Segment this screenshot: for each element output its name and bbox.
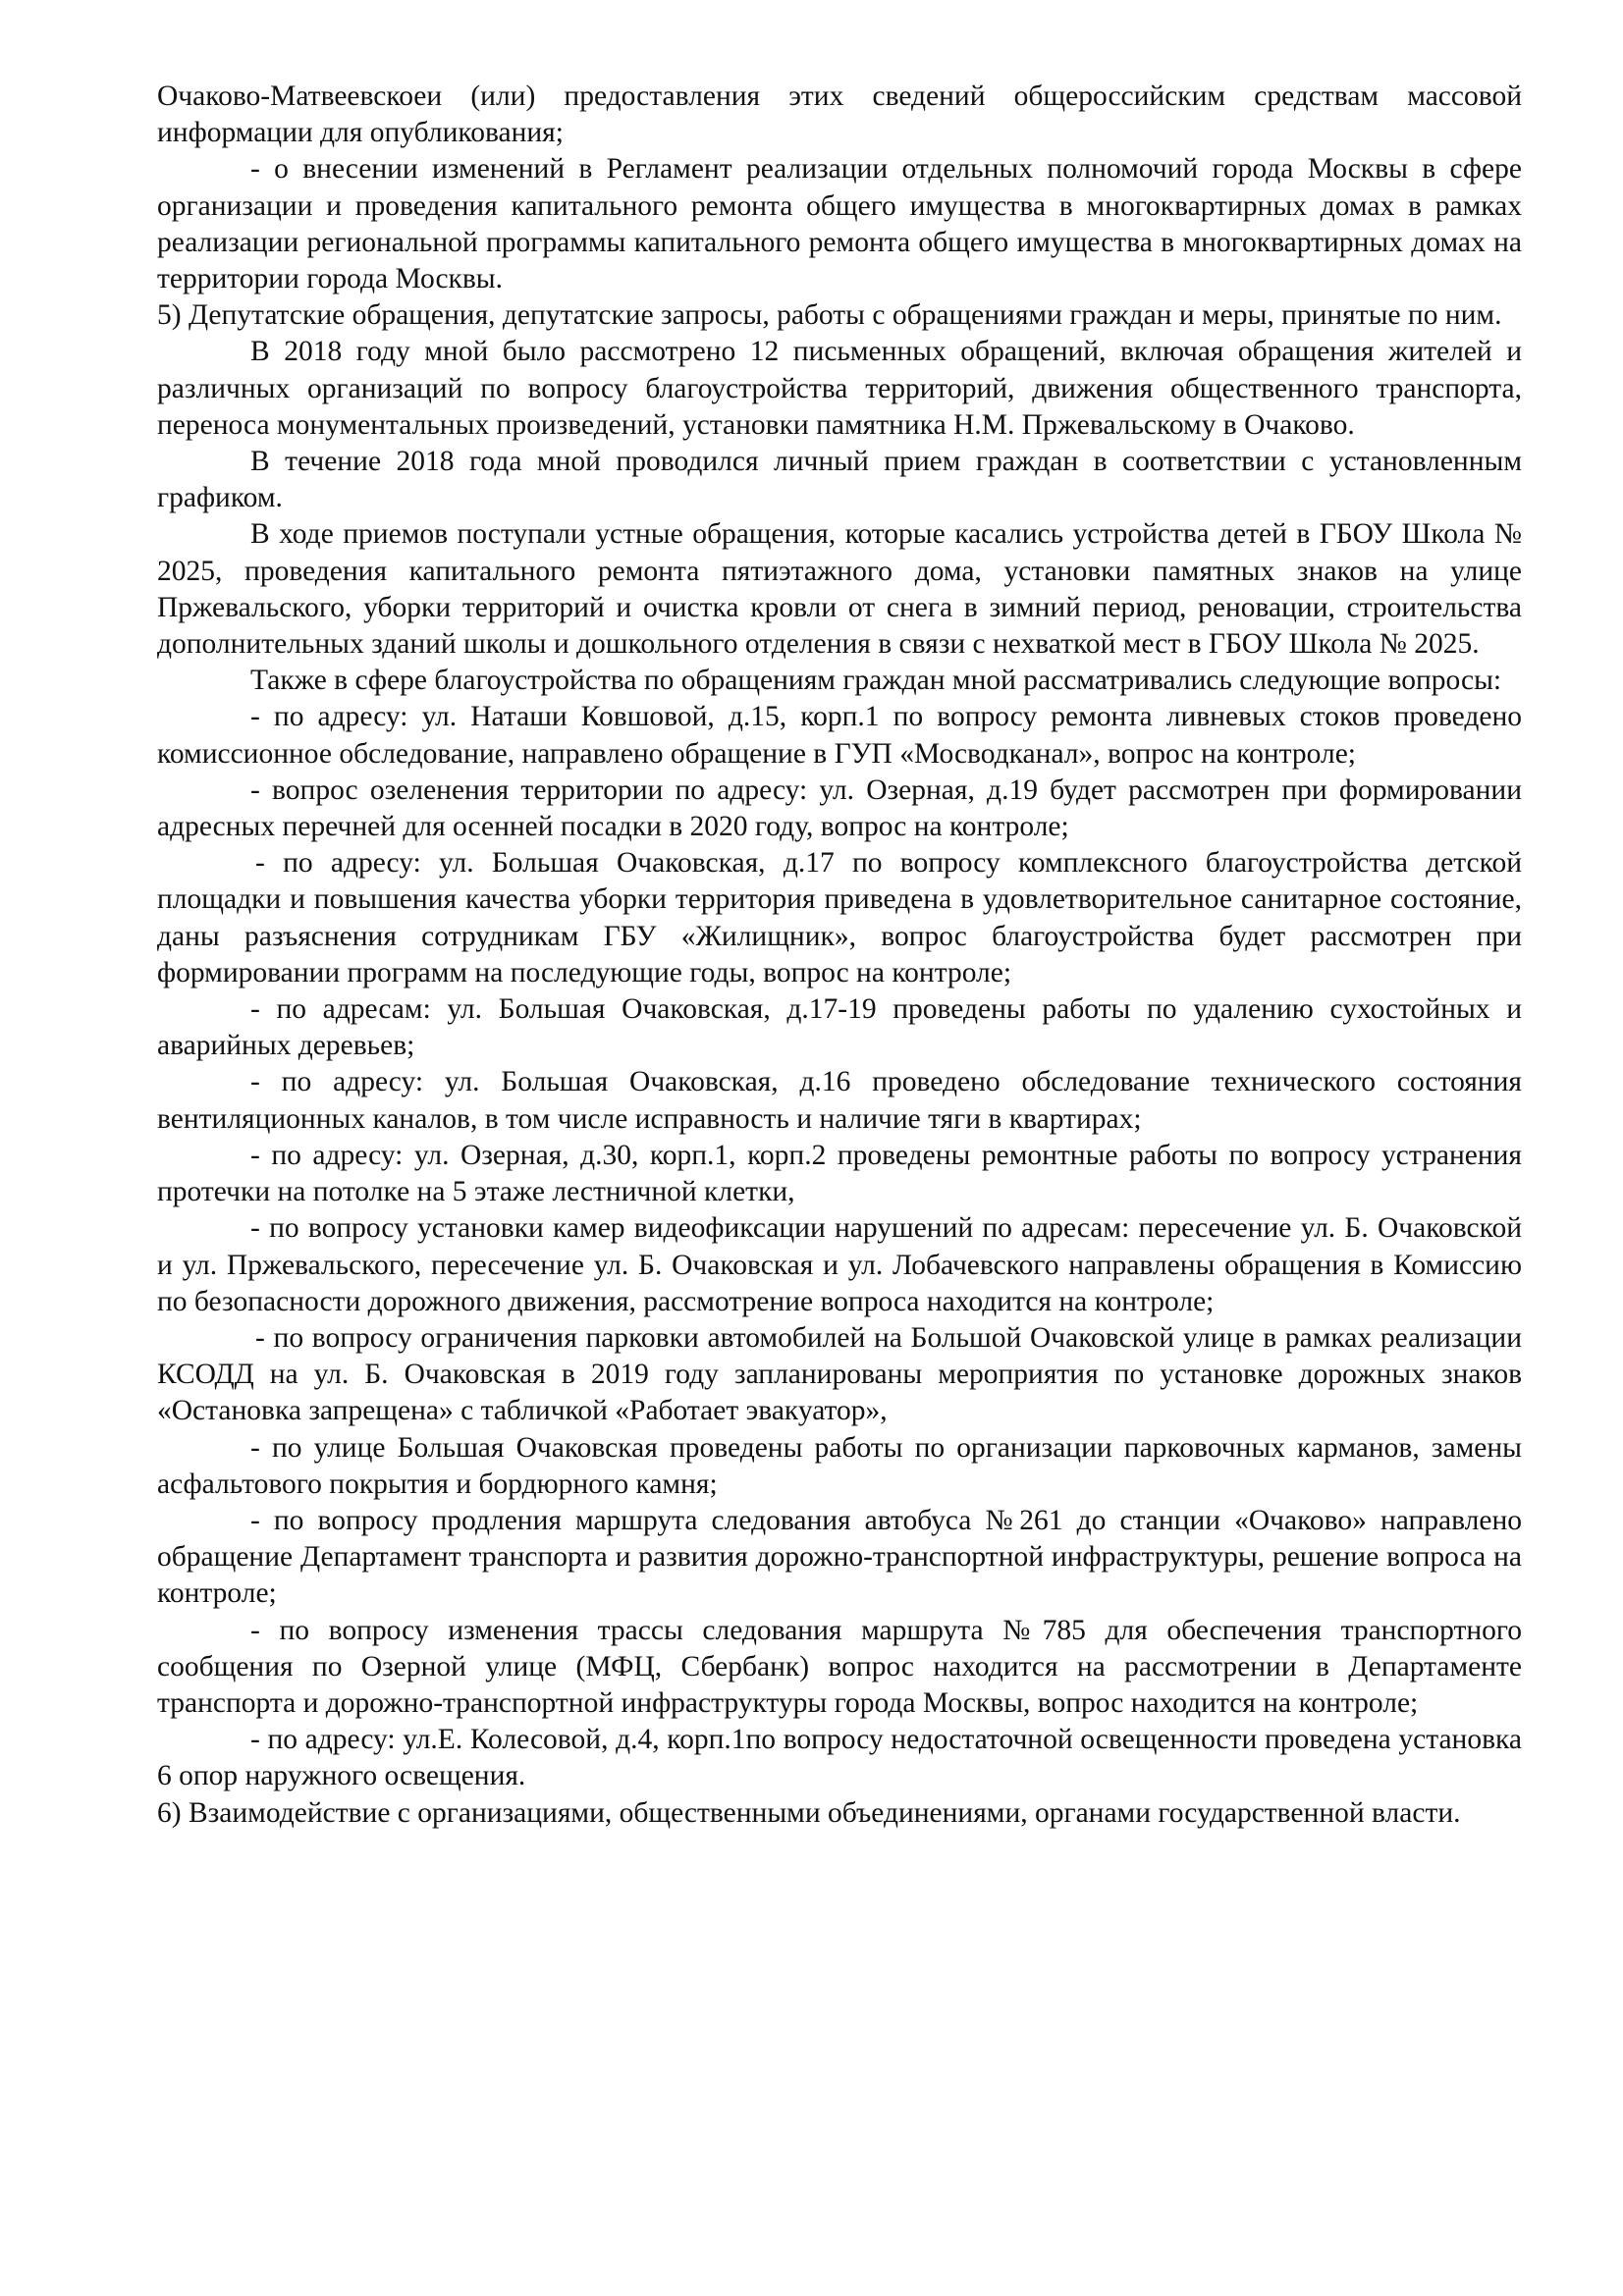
list-item-parking-pockets: - по улице Большая Очаковская проведены работы по организации парковочных карманов, замены асфальтового покрытия и бордюрного камня; bbox=[157, 1431, 1522, 1500]
paragraph-oral-appeals: В ходе приемов поступали устные обращения, которые касались устройства детей в ГБОУ Школа № 2025, проведения капитального ремонта пятиэтажного дома, установки памятных знаков на улице Пржевальского, уборки территорий и очистка кровли от снега в зимний период, реновации, строительства дополнительных зданий школы и дошкольного отделения в связи с нехваткой мест в ГБОУ Школа № 2025. bbox=[157, 518, 1522, 661]
list-item-kolesovoy: - по адресу: ул.Е. Колесовой, д.4, корп.1по вопросу недостаточной освещенности проведена установка 6 опор наружного освещения. bbox=[157, 1724, 1522, 1792]
section-heading-5: 5) Депутатские обращения, депутатские запросы, работы с обращениями граждан и меры, принятые по ним. bbox=[157, 299, 1502, 332]
list-item-bolshaya-ochakovskaya-17: - по адресу: ул. Большая Очаковская, д.17 по вопросу комплексного благоустройства детской площадки и повышения качества уборки территория приведена в удовлетворительное санитарное состояние, даны разъяснения сотрудникам ГБУ «Жилищник», вопрос благоустройства будет рассмотрен при формировании программ на последующие годы, вопрос на контроле; bbox=[157, 847, 1522, 988]
list-item-parking-restriction: - по вопросу ограничения парковки автомобилей на Большой Очаковской улице в рамках реализации КСОДД на ул. Б. Очаковская в 2019 году запланированы мероприятия по установке дорожных знаков «Остановка запрещена» с табличкой «Работает эвакуатор», bbox=[157, 1321, 1522, 1427]
paragraph-personal-reception: В течение 2018 года мной проводился личный прием граждан в соответствии с установленным графиком. bbox=[157, 446, 1522, 514]
section-heading-6: 6) Взаимодействие с организациями, общественными объединениями, органами государственной власти. bbox=[157, 1796, 1461, 1829]
paragraph-improvement-intro: Также в сфере благоустройства по обращениям граждан мной рассматривались следующие вопросы: bbox=[250, 665, 1502, 697]
list-item-ozernaya-19: - вопрос озеленения территории по адресу: ул. Озерная, д.19 будет рассмотрен при формировании адресных перечней для осенней посадки в 2020 году, вопрос на контроле; bbox=[157, 774, 1522, 843]
list-item-bolshaya-ochakovskaya-16: - по адресу: ул. Большая Очаковская, д.16 проведено обследование технического состояния вентиляционных каналов, в том числе исправность и наличие тяги в квартирах; bbox=[157, 1066, 1522, 1135]
list-item-route-785: - по вопросу изменения трассы следования маршрута №785 для обеспечения транспортного сообщения по Озерной улице (МФЦ, Сбербанк) вопрос находится на рассмотрении в Департаменте транспорта и дорожно-транспортной инфраструктуры города Москвы, вопрос находится на контроле; bbox=[157, 1614, 1522, 1719]
list-item-kovshovoy: - по адресу: ул. Наташи Ковшовой, д.15, корп.1 по вопросу ремонта ливневых стоков проведено комиссионное обследование, направлено обращение в ГУП «Мосводканал», вопрос на контроле; bbox=[157, 701, 1522, 770]
list-item-ozernaya-30: - по адресу: ул. Озерная, д.30, корп.1, корп.2 проведены ремонтные работы по вопросу устранения протечки на потолке на 5 этаже лестничной клетки, bbox=[157, 1139, 1522, 1208]
list-item-bus-261: - по вопросу продления маршрута следования автобуса №261 до станции «Очаково» направлено обращение Департамент транспорта и развития дорожно-транспортной инфраструктуры, решение вопроса на контроле; bbox=[157, 1504, 1522, 1610]
paragraph-regulation-amendment: - о внесении изменений в Регламент реализации отдельных полномочий города Москвы в сфере организации и проведения капитального ремонта общего имущества в многоквартирных домах в рамках реализации региональной программы капитального ремонта общего имущества в многоквартирных домах на территории города Москвы. bbox=[157, 153, 1522, 295]
paragraph-continuation: Очаково-Матвеевскоеи (или) предоставления этих сведений общероссийским средствам массовой информации для опубликования; bbox=[157, 80, 1522, 149]
list-item-cameras: - по вопросу установки камер видеофиксации нарушений по адресам: пересечение ул. Б. Очаковской и ул. Пржевальского, пересечение ул. Б. Очаковская и ул. Лобачевского направлены обращения в Комиссию по безопасности дорожного движения, рассмотрение вопроса находится на контроле; bbox=[157, 1212, 1522, 1317]
paragraph-written-appeals: В 2018 году мной было рассмотрено 12 письменных обращений, включая обращения жителей и различных организаций по вопросу благоустройства территорий, движения общественного транспорта, переноса монументальных произведений, установки памятника Н.М. Пржевальскому в Очаково. bbox=[157, 336, 1522, 441]
list-item-bolshaya-ochakovskaya-17-19: - по адресам: ул. Большая Очаковская, д.17-19 проведены работы по удалению сухостойных и аварийных деревьев; bbox=[157, 993, 1522, 1062]
document-page bbox=[157, 79, 1522, 1832]
